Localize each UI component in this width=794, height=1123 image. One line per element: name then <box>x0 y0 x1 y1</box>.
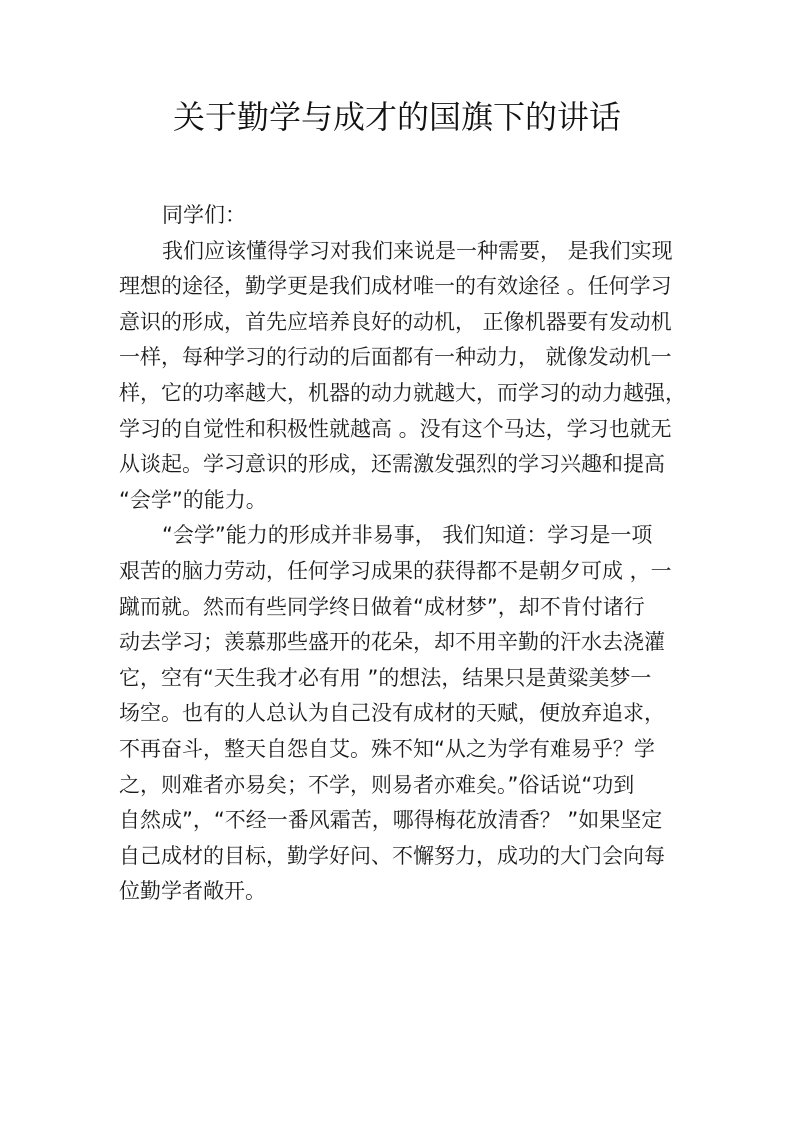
paragraph-1-line: 学习的自觉性和积极性就越高 。没有这个马达，学习也就无 <box>119 416 672 441</box>
paragraph-2-line: 位勤学者敞开。 <box>119 879 266 904</box>
paragraph-1-line: 意识的形成，首先应培养良好的动机， 正像机器要有发动机 <box>119 309 672 334</box>
paragraph-1-line: 理想的途径，勤学更是我们成材唯一的有效途径 。任何学习 <box>119 274 672 299</box>
paragraph-1-line: 一样，每种学习的行动的后面都有一种动力， 就像发动机一 <box>119 345 672 370</box>
paragraph-2-line: 自然成”，“不经一番风霜苦，哪得梅花放清香？ ”如果坚定 <box>119 808 663 833</box>
paragraph-1-line: 从谈起。学习意识的形成，还需激发强烈的学习兴趣和提高 <box>119 452 665 477</box>
paragraph-2-line: 它，空有“天生我才必有用 ”的想法，结果只是黄粱美梦一 <box>119 665 652 690</box>
paragraph-2-line: 蹴而就。然而有些同学终日做着“成材梦”，却不肯付诸行 <box>119 594 645 619</box>
paragraph-1-line: 样，它的功率越大，机器的动力就越大，而学习的动力越强， <box>119 380 686 405</box>
paragraph-2-line: “会学”能力的形成并非易事， 我们知道：学习是一项 <box>162 523 653 548</box>
paragraph-1-line: “会学”的能力。 <box>119 487 267 512</box>
document-body <box>119 198 686 910</box>
paragraph-2-line: 动去学习；羡慕那些盛开的花朵，却不用辛勤的汗水去浇灌 <box>119 630 665 655</box>
paragraph-1-line: 我们应该懂得学习对我们来说是一种需要， 是我们实现 <box>162 238 673 263</box>
document-title: 关于勤学与成才的国旗下的讲话 <box>172 98 621 136</box>
salutation-line: 同学们： <box>162 203 246 227</box>
paragraph-2-line: 艰苦的脑力劳动，任何学习成果的获得都不是朝夕可成 ，一 <box>119 558 672 583</box>
paragraph-2-line: 自己成材的目标，勤学好问、不懈努力，成功的大门会向每 <box>119 843 665 868</box>
paragraph-2-line: 不再奋斗，整天自怨自艾。殊不知“从之为学有难易乎？学 <box>119 736 655 761</box>
paragraph-2-line: 之，则难者亦易矣；不学，则易者亦难矣。”俗话说“功到 <box>119 772 635 797</box>
paragraph-2-line: 场空。也有的人总认为自己没有成材的天赋，便放弃追求， <box>119 701 665 726</box>
